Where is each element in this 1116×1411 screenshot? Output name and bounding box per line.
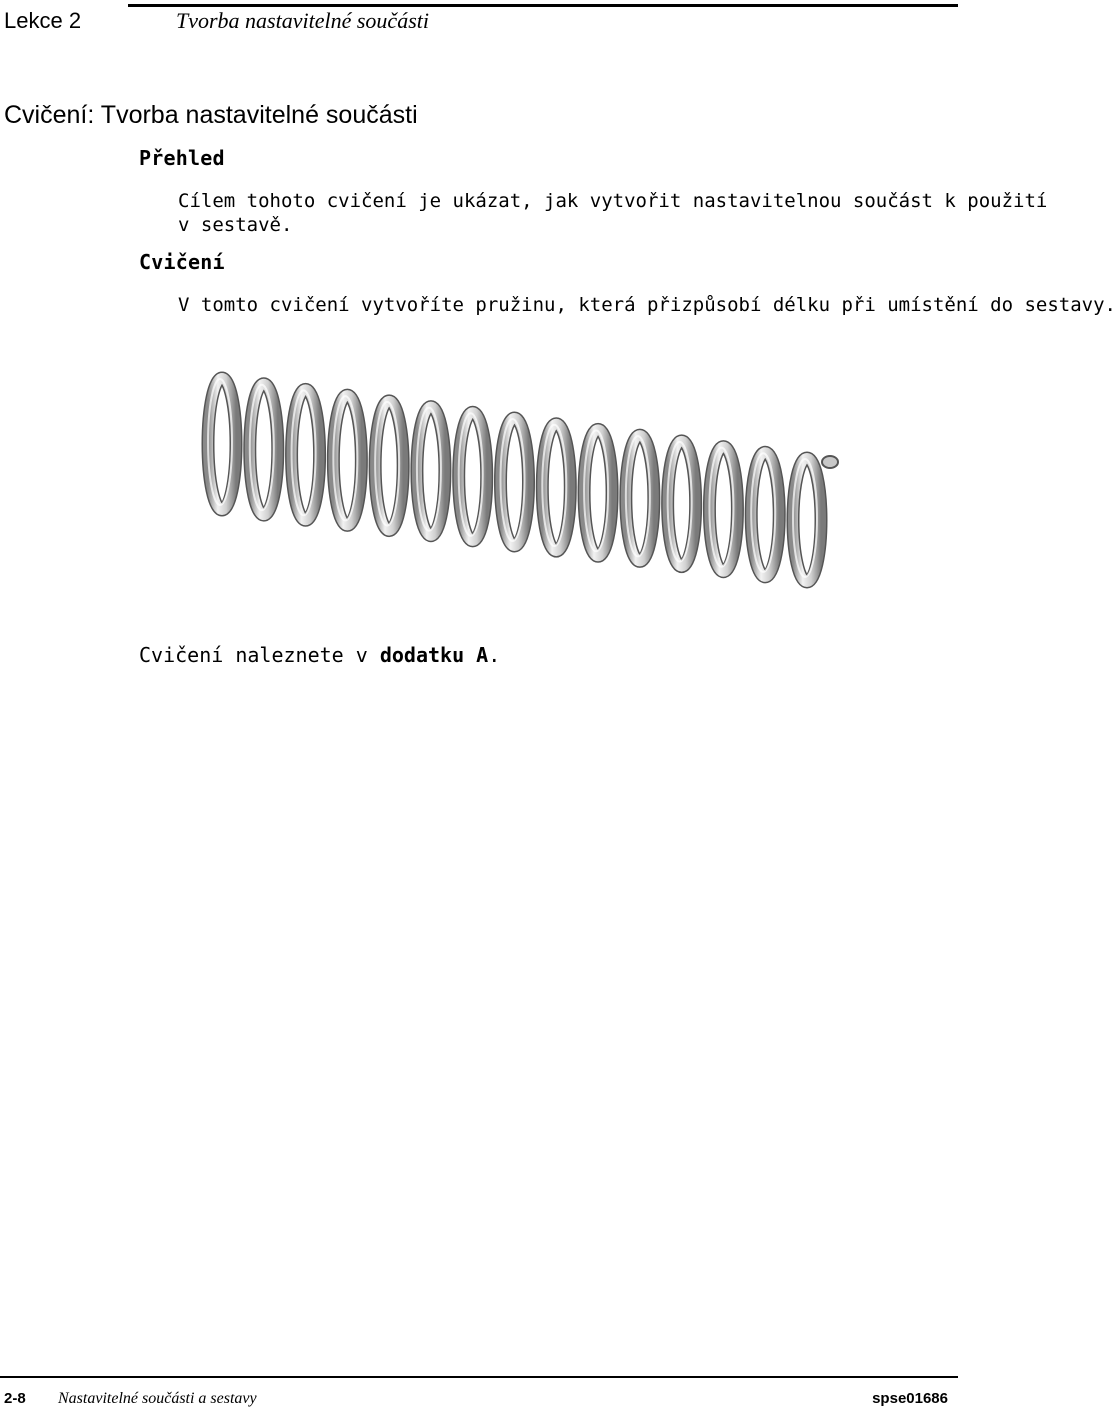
page-number: 2-8	[4, 1390, 26, 1407]
footer-rule	[0, 1376, 958, 1378]
page-title: Cvičení: Tvorba nastavitelné součásti	[4, 101, 418, 129]
overview-line-1: Cílem tohoto cvičení je ukázat, jak vytvořit nastavitelnou součást k použití	[178, 190, 1048, 212]
page-footer	[0, 1376, 960, 1411]
footnote	[139, 643, 500, 667]
chapter-title: Tvorba nastavitelné součásti	[176, 8, 429, 33]
spring-end-cap	[822, 456, 838, 468]
exercise-heading: Cvičení	[139, 250, 225, 274]
page-header	[0, 0, 960, 44]
footnote-prefix: Cvičení naleznete v	[139, 643, 380, 667]
exercise-text: V tomto cvičení vytvoříte pružinu, která přizpůsobí délku při umístění do sestavy.	[178, 294, 1116, 316]
overview-heading: Přehled	[139, 146, 225, 170]
overview-line-2: v sestavě.	[178, 214, 293, 236]
lesson-label: Lekce 2	[4, 8, 82, 33]
document-code: spse01686	[872, 1390, 948, 1407]
coil-spring-illustration	[190, 360, 860, 600]
header-rule	[128, 4, 958, 7]
spring-coils	[208, 378, 838, 582]
book-title: Nastavitelné součásti a sestavy	[58, 1390, 257, 1407]
appendix-reference: dodatku A	[379, 643, 489, 667]
footnote-suffix: .	[488, 643, 501, 667]
